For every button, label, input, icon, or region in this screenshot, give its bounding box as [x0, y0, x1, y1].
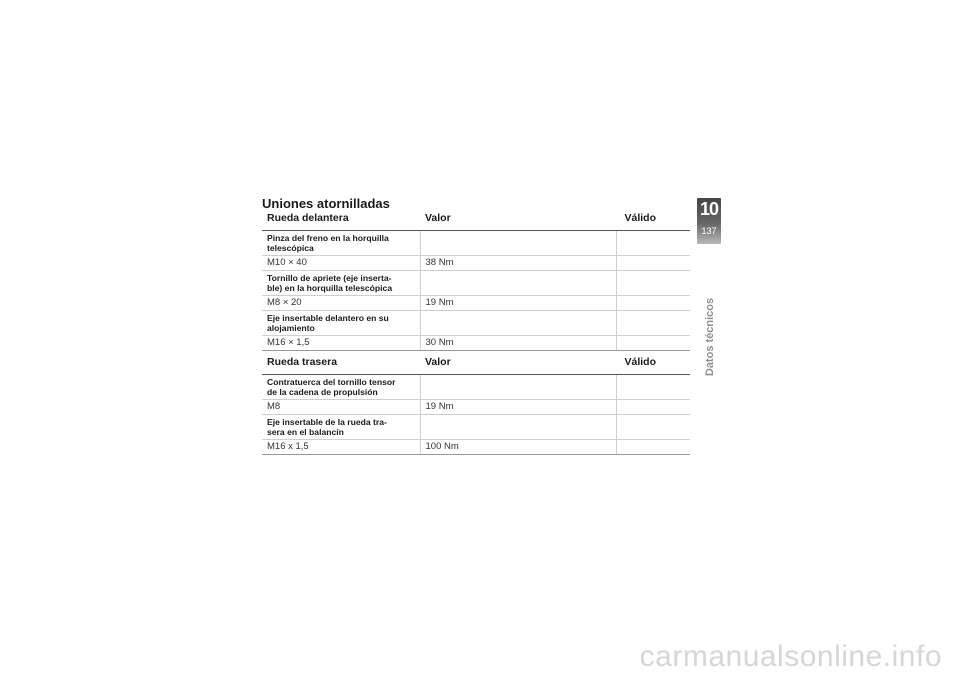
empty-cell	[420, 311, 616, 336]
row-spec: M16 × 1,5	[262, 336, 420, 351]
watermark: carmanualsonline.info	[639, 640, 942, 673]
row-spec: M16 x 1,5	[262, 440, 420, 455]
valid-cell	[616, 336, 690, 351]
row-torque: 19 Nm	[420, 400, 616, 415]
valid-cell	[616, 375, 690, 400]
row-spec: M8	[262, 400, 420, 415]
table-header-row	[262, 208, 690, 231]
valid-cell	[616, 400, 690, 415]
row-description: Contratuerca del tornillo tensor de la cadena de propulsión	[262, 375, 420, 400]
valid-cell	[616, 256, 690, 271]
chapter-number: 10	[699, 199, 719, 219]
row-description: Pinza del freno en la horquilla telescópica	[262, 231, 420, 256]
valid-cell	[616, 440, 690, 455]
row-description: Eje insertable de la rueda tra- sera en el balancín	[262, 415, 420, 440]
header-value: Valor	[420, 352, 616, 375]
table-row-desc	[262, 375, 690, 400]
header-valid: Válido	[616, 352, 690, 375]
table-row-desc	[262, 271, 690, 296]
valid-cell	[616, 296, 690, 311]
table-row-desc	[262, 231, 690, 256]
chapter-tab	[697, 198, 721, 244]
empty-cell	[420, 271, 616, 296]
row-description: Eje insertable delantero en su alojamiento	[262, 311, 420, 336]
table-row-value	[262, 256, 690, 271]
table-row-desc	[262, 311, 690, 336]
table-row-value	[262, 296, 690, 311]
table-row-value	[262, 336, 690, 351]
section-title: Uniones atornilladas	[262, 196, 390, 211]
table-row-value	[262, 440, 690, 455]
header-valid: Válido	[616, 208, 690, 231]
rear-wheel-table	[262, 352, 690, 455]
empty-cell	[420, 231, 616, 256]
row-torque: 30 Nm	[420, 336, 616, 351]
header-component: Rueda delantera	[262, 208, 420, 231]
row-torque: 19 Nm	[420, 296, 616, 311]
row-spec: M10 × 40	[262, 256, 420, 271]
header-component: Rueda trasera	[262, 352, 420, 375]
empty-cell	[420, 375, 616, 400]
empty-cell	[420, 415, 616, 440]
row-spec: M8 × 20	[262, 296, 420, 311]
row-description: Tornillo de apriete (eje inserta- ble) en la horquilla telescópica	[262, 271, 420, 296]
valid-cell	[616, 231, 690, 256]
valid-cell	[616, 311, 690, 336]
front-wheel-table	[262, 208, 690, 351]
valid-cell	[616, 271, 690, 296]
table-row-value	[262, 400, 690, 415]
header-value: Valor	[420, 208, 616, 231]
valid-cell	[616, 415, 690, 440]
table-row-desc	[262, 415, 690, 440]
table-header-row	[262, 352, 690, 375]
row-torque: 38 Nm	[420, 256, 616, 271]
row-torque: 100 Nm	[420, 440, 616, 455]
chapter-label: Datos técnicos	[704, 297, 716, 377]
page-number: 137	[701, 226, 717, 236]
